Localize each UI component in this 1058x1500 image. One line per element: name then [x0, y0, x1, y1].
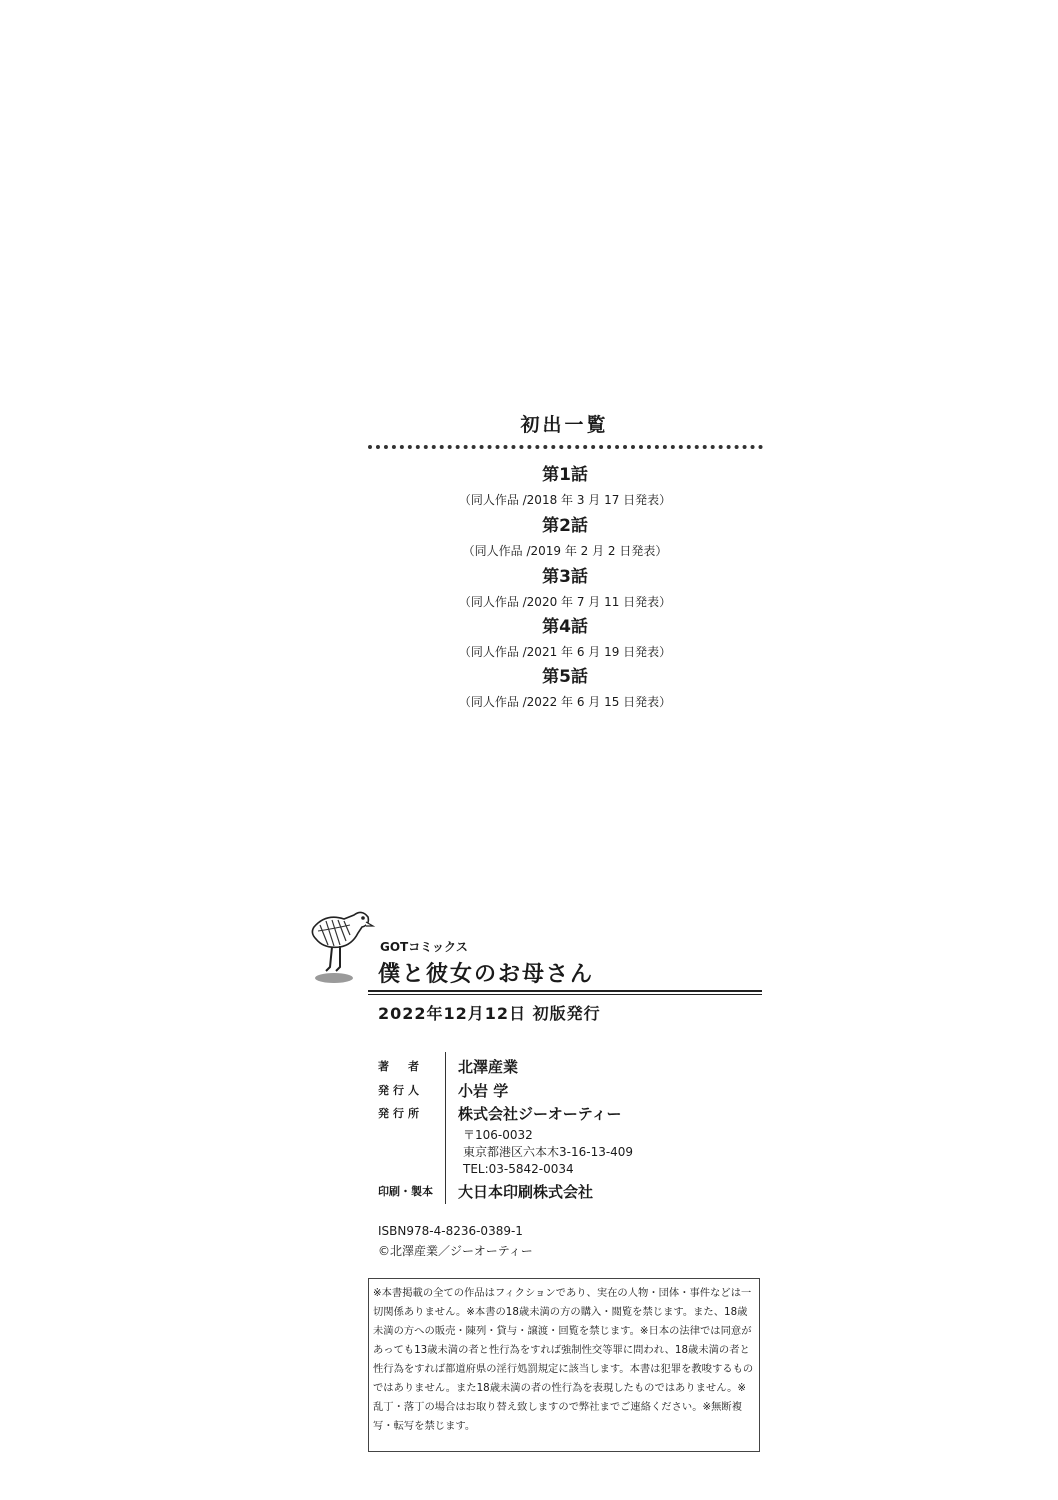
chapter-note: （同人作品 /2019 年 2 月 2 日発表） [462, 544, 668, 558]
chapter-title: 第5話 [542, 667, 588, 687]
chapter-entry [380, 566, 750, 611]
first-appearance-title: 初出一覧 [520, 414, 609, 436]
imprint-label: GOTコミックス [380, 940, 468, 954]
author-name: 北澤産業 [458, 1058, 519, 1076]
publisher-person-label: 発行人 [378, 1084, 423, 1097]
bird-logo-icon [306, 905, 376, 985]
telephone: TEL:03-5842-0034 [463, 1162, 574, 1176]
credit-publisher-person [378, 1081, 778, 1101]
publisher-name: 株式会社ジーオーティー [458, 1105, 622, 1123]
credit-publisher [378, 1104, 778, 1124]
dotted-divider [368, 445, 763, 449]
publication-date: 2022年12月12日 初版発行 [378, 1004, 601, 1023]
chapter-entry [380, 616, 750, 661]
street-address: 東京都港区六本木3-16-13-409 [463, 1145, 634, 1159]
title-divider [368, 990, 762, 995]
author-label: 著 者 [378, 1060, 423, 1073]
chapter-note: （同人作品 /2021 年 6 月 19 日発表） [458, 645, 672, 659]
chapter-title: 第1話 [542, 465, 588, 485]
publisher-person-name: 小岩 学 [458, 1082, 509, 1100]
chapter-entry [380, 515, 750, 560]
publisher-address [463, 1127, 633, 1178]
publisher-label: 発行所 [378, 1107, 423, 1120]
chapter-note: （同人作品 /2022 年 6 月 15 日発表） [458, 695, 672, 709]
legal-notice: ※本書掲載の全ての作品はフィクションであり、実在の人物・団体・事件などは一切関係ありません。※本書の18歳未満の方の購入・閲覧を禁じます。また、18歳未満の方への販売・陳列・貸与・譲渡・回覧を禁じます。※日本の法律では同意があっても13歳未満の者と性行為をすれば強制性交等罪に問われ、18歳未満の者と性行為をすれば都道府県の淫行処罰規定に該当します。本書は犯罪を教唆するものではありません。また18歳未満の者の性行為を表現したものではありません。※乱丁・落丁の場合はお取り替え致しますので弊社までご連絡ください。※無断複写・転写を禁じます。 [368, 1278, 760, 1452]
chapter-title: 第4話 [542, 617, 588, 637]
credit-printer [378, 1182, 778, 1202]
chapter-note: （同人作品 /2020 年 7 月 11 日発表） [458, 595, 672, 609]
chapter-entry [380, 464, 750, 509]
credit-author [378, 1057, 778, 1077]
printer-name: 大日本印刷株式会社 [458, 1183, 594, 1201]
isbn: ISBN978-4-8236-0389-1 [378, 1224, 523, 1238]
chapter-title: 第3話 [542, 567, 588, 587]
book-title: 僕と彼女のお母さん [378, 962, 595, 987]
chapter-title: 第2話 [542, 516, 588, 536]
postal-code: 〒106-0032 [463, 1128, 533, 1142]
chapter-note: （同人作品 /2018 年 3 月 17 日発表） [458, 493, 672, 507]
chapter-entry [380, 666, 750, 711]
printer-label: 印刷・製本 [378, 1185, 433, 1198]
copyright: ©北澤産業／ジーオーティー [378, 1244, 533, 1258]
